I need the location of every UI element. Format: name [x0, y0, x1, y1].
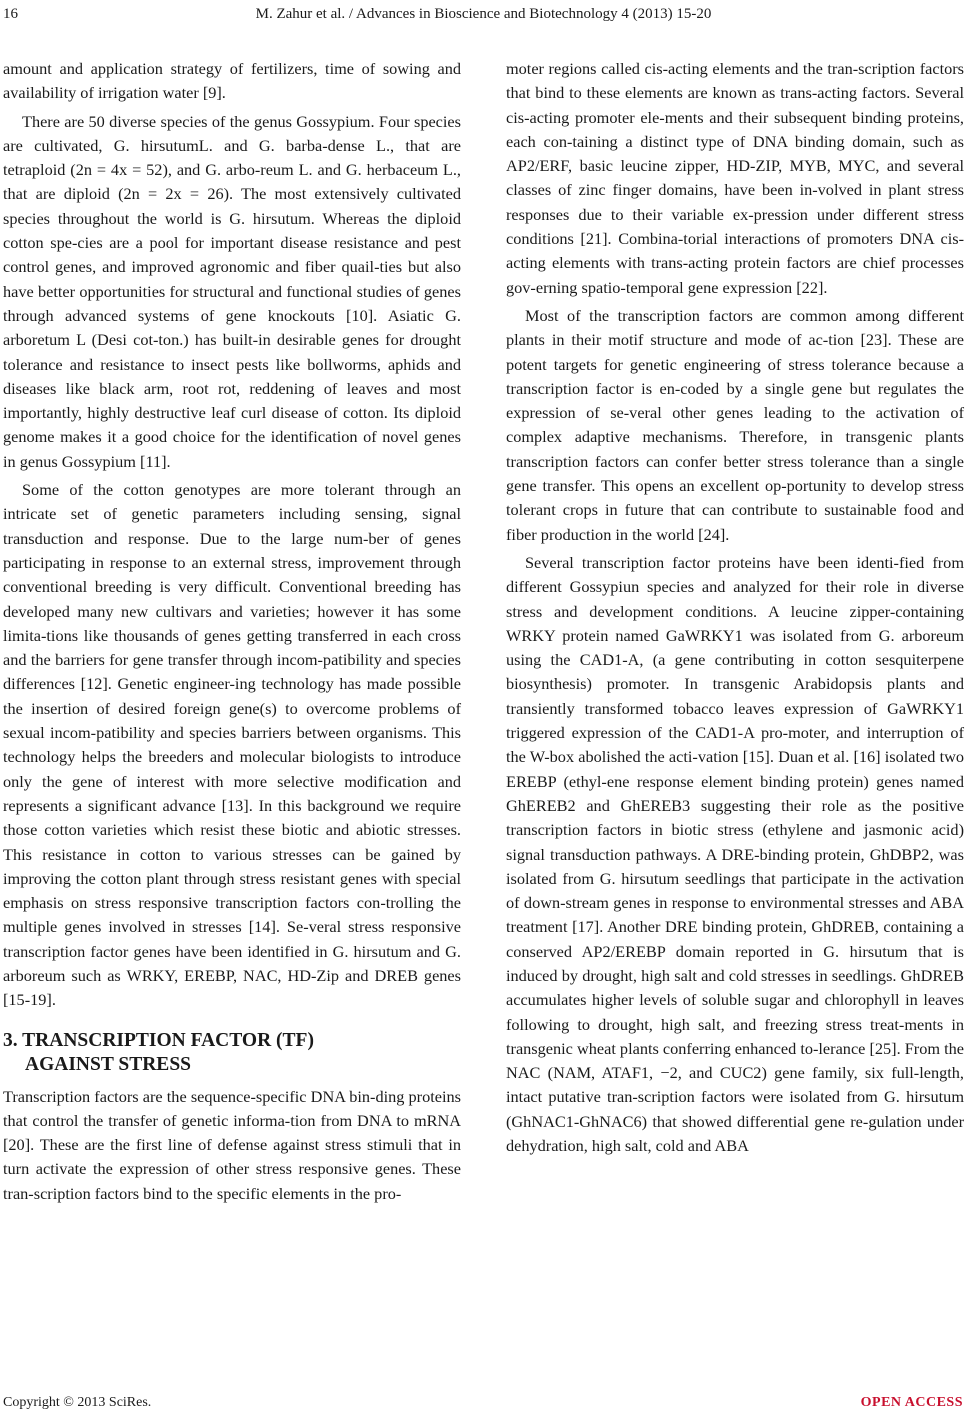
copyright-notice: Copyright © 2013 SciRes. — [3, 1395, 152, 1410]
paragraph: There are 50 diverse species of the genus Gossypium. Four species are cultivated, G. hirsutumL. and G. barba-dense L., that are tetraploid (2n = 4x = 52), and G. arbo-reum L. and G. herbaceum L., that are diploid (2n = 2x = 26). The most extensively cultivated species throughout the world is G. hirsutum. Whereas the diploid cotton spe-cies are a pool for important disease resistance and pest control genes, and improved agronomic and fiber quail-ties but also have better opportunities for structural and functional studies of genes through advanced systems of gene knockouts [10]. Asiatic G. arboretum L (Desi cot-ton.) has built-in desirable genes for drought tolerance and resistance to insect pests like bollworms, aphids and diseases like black arm, root rot, reddening of leaves and most importantly, highly destructive leaf curl disease of cotton. Its diploid genome makes it a good choice for the identification of novel genes in genus Gossypium [11]. — [3, 111, 461, 471]
left-column — [3, 57, 461, 1206]
section-heading-line-1: 3. TRANSCRIPTION FACTOR (TF) — [3, 1029, 314, 1051]
open-access-label: OPEN ACCESS — [860, 1395, 963, 1410]
page-header — [0, 6, 967, 30]
paragraph: Some of the cotton genotypes are more tolerant through an intricate set of genetic parameters including sensing, signal transduction and response. Due to the large num-ber of genes participating in response to an external stress, improvement through conventional breeding is very difficult. Conventional breeding has developed many new cultivars and varieties; however it has some limita-tions like thousands of genes getting transferred in each cross and the barriers for gene transfer through incom-patibility and species differences [12]. Genetic engineer-ing technology has made possible the insertion of desired foreign gene(s) to overcome problems of sexual incom-patibility and species barriers between organisms. This technology helps the breeders and molecular biologists to introduce only the gene of interest with more selective modification and represents a significant advance [13]. In this background we require those cotton varieties which resist these biotic and abiotic stresses. This resistance in cotton to various stresses can be gained by improving the cotton plant through stress resistant genes with special emphasis on stress responsive transcription factors con-trolling the multiple genes involved in stresses [14]. Se-veral stress responsive transcription factor genes have been identified in G. hirsutum and G. arboreum such as WRKY, EREBP, NAC, HD-Zip and DREB genes [15-19]. — [3, 480, 461, 1010]
paragraph: Most of the transcription factors are common among different plants in their motif structure and mode of ac-tion [23]. These are potent targets for genetic engineering of stress tolerance because a transcription factor is en-coded by a single gene but regulates the expression of se-veral other genes leading to the activation of complex adaptive mechanisms. Therefore, in transgenic plants transcription factors can confer better stress tolerance than a single gene transfer. This opens an excellent op-portunity to develop stress tolerant crops in future that can contribute to sustainable food and fiber production in the world [24]. — [506, 305, 964, 544]
section-heading-line-2: AGAINST STRESS — [25, 1053, 192, 1075]
right-column — [506, 57, 964, 1158]
paragraph: amount and application strategy of fertilizers, time of sowing and availability of irrigation water [9]. — [3, 59, 461, 103]
page-number: 16 — [3, 6, 18, 22]
paragraph: Transcription factors are the sequence-specific DNA bin-ding proteins that control the transfer of genetic informa-tion from DNA to mRNA [20]. These are the first line of defense against stress stimuli that in turn activate the expression of other stress responsive genes. These tran-scription factors bind to the specific elements in the pro- — [3, 1086, 461, 1203]
running-head: M. Zahur et al. / Advances in Bioscience and Biotechnology 4 (2013) 15-20 — [255, 6, 712, 22]
paragraph: moter regions called cis-acting elements and the tran-scription factors that bind to these elements are known as trans-acting factors. Several cis-acting promoter ele-ments and their subsequent binding proteins, each con-taining a distinct type of DNA binding domain, such as AP2/ERF, basic leucine zipper, HD-ZIP, MYB, MYC, and several classes of zinc finger domains, have been in-volved in plant stress responses due to their variable ex-pression under different stress conditions [21]. Combina-torial interactions of promoters DNA cis-acting elements with trans-acting protein factors are chief processes gov-erning spatio-temporal gene expression [22]. — [506, 59, 964, 297]
paragraph: Several transcription factor proteins have been identi-fied from different Gossypiun species and analyzed for their role in diverse stress and development conditions. A leucine zipper-containing WRKY protein named GaWRKY1 was isolated from G. arboreum using the CAD1-A, (a gene contributing in cotton sesquiterpene biosynthesis) promoter. In transgenic Arabidopsis plants and transiently transformed tobacco leaves expression of GaWRKY1 triggered expression of the CAD1-A pro-moter, and interruption of the W-box abolished the acti-vation [15]. Duan et al. [16] isolated two EREBP (ethyl-ene response element binding protein) genes named GhEREB2 and GhEREB3 suggesting their role as the positive transcription factors in biotic stress (ethylene and jasmonic acid) signal transduction pathways. A DRE-binding protein, GhDBP2, was isolated from G. hirsutum seedlings that participate in the activation of down-stream genes in response to environmental stresses and ABA treatment [17]. Another DRE binding protein, GhDREB, containing a conserved AP2/EREBP domain reported in G. hirsutum that is induced by drought, high salt and cold stresses in seedlings. GhDREB accumulates higher levels of soluble sugar and chlorophyll in leaves following to drought, high salt, and freezing stress treat-ments in transgenic wheat plants conferring enhanced to-lerance [25]. From the NAC (NAM, ATAF1, −2, and CUC2) gene family, six full-length, intact putative tran-scription factors were isolated from G. hirsutum (GhNAC1-GhNAC6) that showed differential gene re-gulation under dehydration, high salt, cold and ABA — [506, 552, 964, 1156]
section-heading — [3, 1029, 461, 1077]
